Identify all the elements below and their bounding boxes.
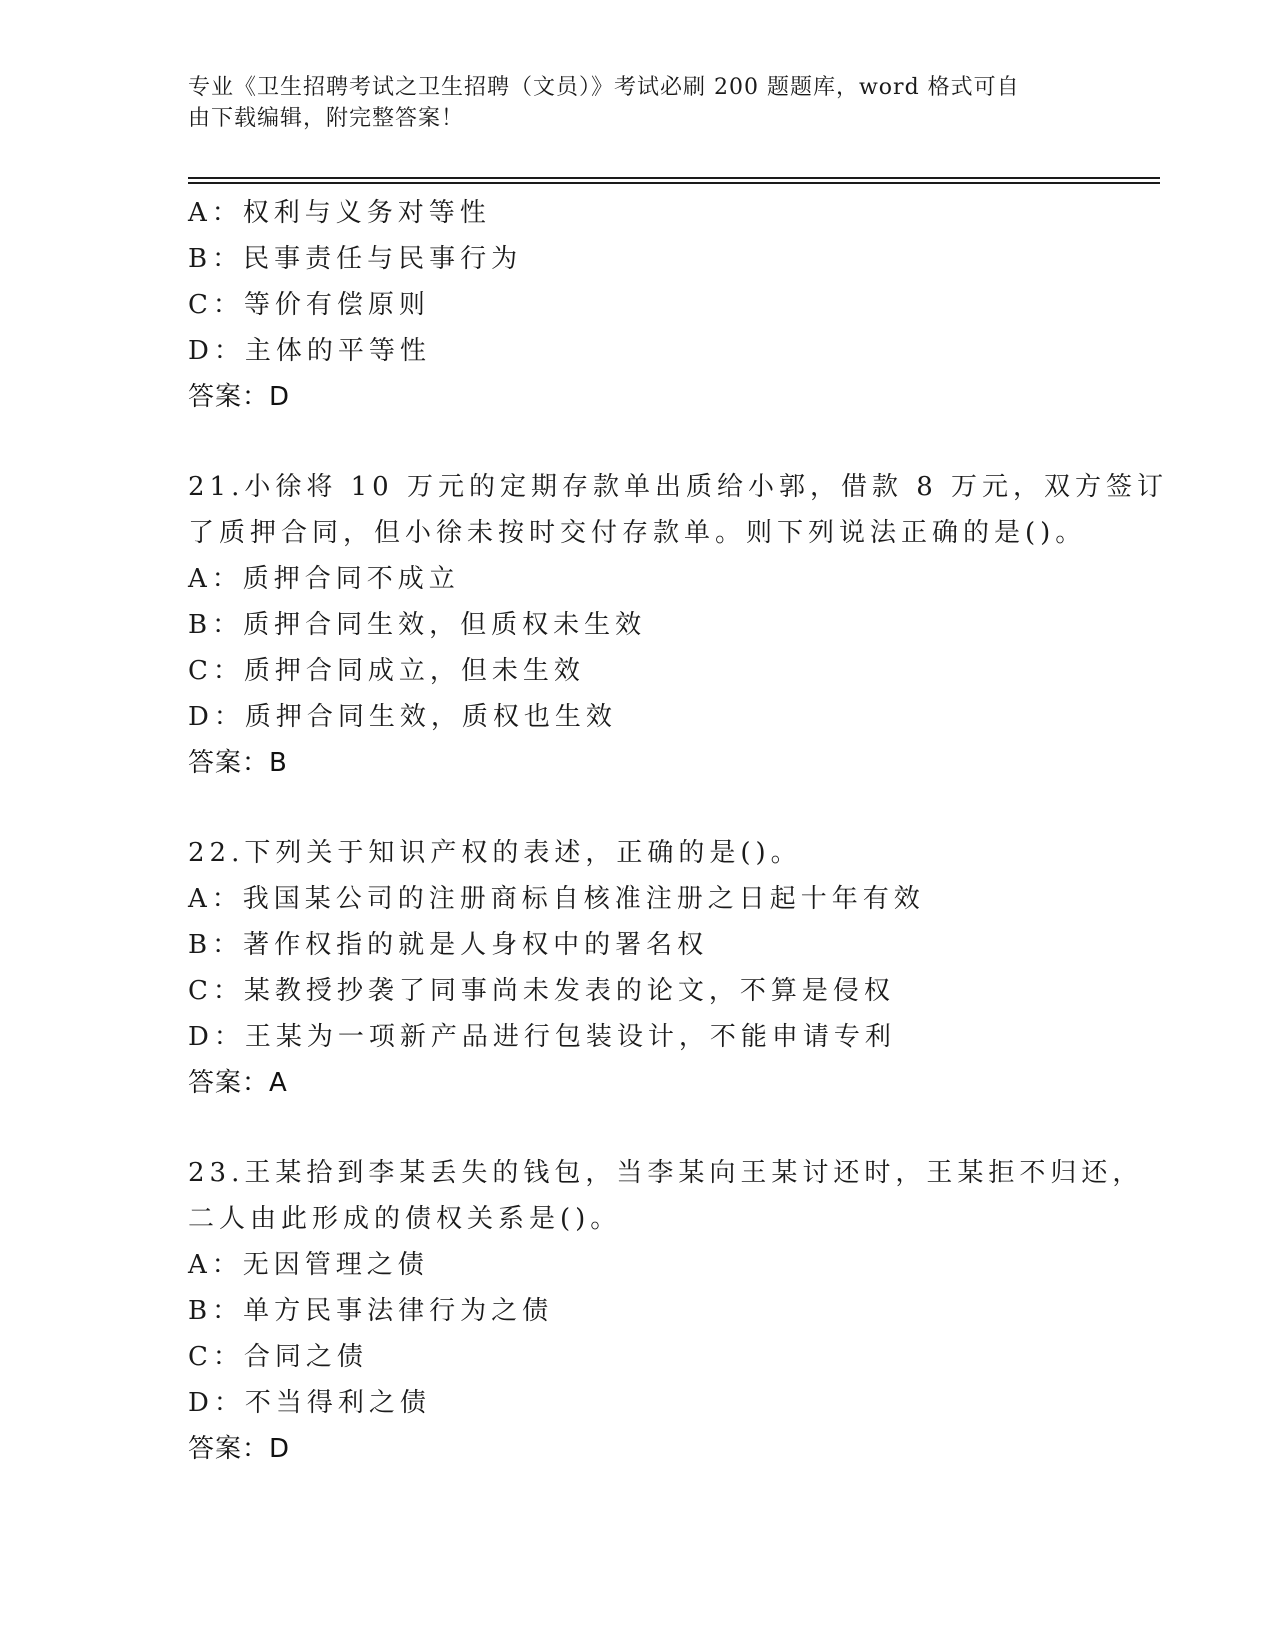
option-a: A：无因管理之债: [188, 1250, 429, 1280]
option-b: B：民事责任与民事行为: [188, 244, 523, 274]
question-block-20: [188, 190, 1138, 420]
answer-line: 答案：B: [188, 748, 288, 778]
option-b: B：单方民事法律行为之债: [188, 1296, 554, 1326]
block-spacer: [188, 1106, 1138, 1150]
option-d: D：不当得利之债: [188, 1388, 431, 1418]
option-d: D：质押合同生效，质权也生效: [188, 702, 617, 732]
option-d: D：主体的平等性: [188, 336, 431, 366]
block-spacer: [188, 786, 1138, 830]
answer-line: 答案：D: [188, 382, 291, 412]
option-a: A：权利与义务对等性: [188, 198, 491, 228]
question-stem-line: 21.小徐将 10 万元的定期存款单出质给小郭，借款 8 万元，双方签订: [188, 472, 1169, 502]
block-spacer: [188, 420, 1138, 464]
option-b: B：质押合同生效，但质权未生效: [188, 610, 647, 640]
question-stem-line: 了质押合同，但小徐未按时交付存款单。则下列说法正确的是()。: [188, 518, 1087, 548]
option-d: D：王某为一项新产品进行包装设计，不能申请专利: [188, 1022, 896, 1052]
question-block-23: [188, 1150, 1144, 1472]
option-a: A：我国某公司的注册商标自核准注册之日起十年有效: [188, 884, 925, 914]
option-c: C：等价有偿原则: [188, 290, 430, 320]
question-stem-line: 22.下列关于知识产权的表述，正确的是()。: [188, 838, 802, 868]
header-divider-top: [188, 177, 1160, 179]
header-line-1: 专业《卫生招聘考试之卫生招聘（文员）》考试必刷 200 题题库，word 格式可自: [188, 75, 1020, 100]
option-a: A：质押合同不成立: [188, 564, 460, 594]
answer-line: 答案：D: [188, 1434, 291, 1464]
question-block-21: [188, 464, 1169, 786]
option-c: C：合同之债: [188, 1342, 368, 1372]
option-b: B：著作权指的就是人身权中的署名权: [188, 930, 709, 960]
question-stem-line: 23.王某拾到李某丢失的钱包，当李某向王某讨还时，王某拒不归还，: [188, 1158, 1144, 1188]
header-line-2: 由下载编辑，附完整答案！: [188, 106, 465, 131]
option-c: C：质押合同成立，但未生效: [188, 656, 585, 686]
header-divider-bottom: [188, 182, 1160, 184]
document-header: [188, 72, 1088, 134]
answer-line: 答案：A: [188, 1068, 288, 1098]
question-list: [188, 190, 1169, 1472]
question-stem-line: 二人由此形成的债权关系是()。: [188, 1204, 622, 1234]
question-block-22: [188, 830, 1138, 1106]
option-c: C：某教授抄袭了同事尚未发表的论文，不算是侵权: [188, 976, 895, 1006]
